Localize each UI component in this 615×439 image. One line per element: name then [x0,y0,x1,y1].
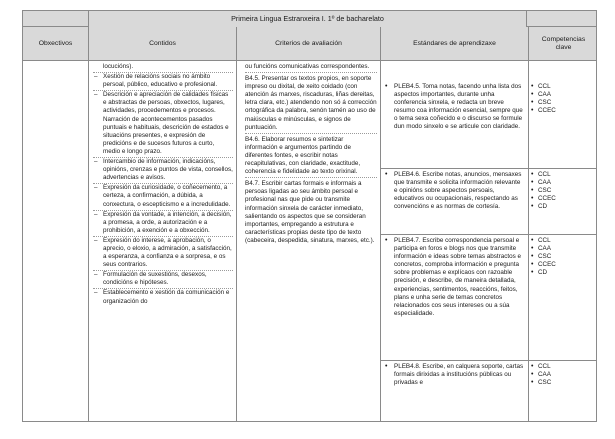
content-item: – Xestión de relacións sociais no ámbito persoal, público, educativo e profesional. [93,73,233,91]
bullet-icon: • [385,171,388,178]
col-header-objectives: Obxectivos [23,27,89,61]
col-header-competences: Competencias clave [529,27,597,61]
header-blank-left [23,11,89,27]
content-item: – Expresión da vontade, a intención, a decisión, a promesa, a orde, a autorización e a prohibición, a exención e a obxección. [93,211,233,237]
criteria-cell [237,61,381,421]
competence-group: • CCL • CAA • CSC [529,361,597,422]
col-header-standards: Estándares de aprendizaxe [381,27,529,61]
contents-intro: locucións). [93,63,233,73]
header-blank-right [526,11,596,27]
content-item: – Intercambio de información, indicacións, opinións, crenzas e puntos de vista, consellos, advertencias e avisos. [93,158,233,184]
standard-item: • PLEB4.7. Escribe correspondencia persoal e participa en foros e blogs nos que transmite información e ideas sobre temas abstractos e concretos, comproba información e pregunta sobre problemas e explícaos con razoable precisión, e describe, de maneira detallada, experiencias, sentimentos, reaccións, feitos, plans e unha serie de temas concretos relacionados cos seus intereses ou a súa especialidade. [381,235,528,361]
standards-cell [381,61,529,421]
bullet-icon: • [385,83,388,90]
content-item: – Establecemento e xestión da comunicación e organización do [94,289,230,305]
table-title: Primeira Lingua Estranxeira I. 1º de bacharelato [89,11,526,28]
standard-item: • PLEB4.8. Escribe, en calquera soporte, cartas formais dirixidas a institucións públicas ou privadas e [385,363,524,387]
competence-group: • CCL • CAA • CSC • CCEC • CD [529,169,597,235]
content-item: – Descrición e apreciación de calidades físicas e abstractas de persoas, obxectos, lugares, actividades, procedementos e procesos. Narración de acontecementos pasados puntuais e habituais, descrición de estados e situacións presentes, e expresión de predicións e de sucesos futuros a curto, medio e longo prazo. [93,91,233,158]
curriculum-table [22,10,597,422]
content-item: – Expresión do interese, a aprobación, o aprecio, o eloxio, a admiración, a satisfacción, a esperanza, a confianza e a sorpresa, e os seus contrarios. [93,237,233,271]
contents-cell [89,61,237,421]
col-header-criteria: Criterios de avaliación [237,27,381,61]
standard-item: • PLEB4.5. Toma notas, facendo unha lista dos aspectos importantes, durante unha conferencia sinxela, e redacta un breve resumo coa información esencial, sempre que o tema sexa coñecido e o discurso se formule dun modo sinxelo e se articule con claridade. [381,61,528,169]
col-header-contents: Contidos [89,27,237,61]
criterion-item: B4.6. Elaborar resumos e sintetizar información e argumentos partindo de diferentes fontes, e escribir notas recapitulativas, con claridade, exactitude, coherencia e fidelidade ao texto orixinal. [245,136,377,178]
competence-group: • CCL • CAA • CSC • CCEC [529,61,597,169]
bullet-icon: • [385,237,388,244]
criterion-item: B4.7. Escribir cartas formais e informais a persoas ligadas ao seu ámbito persoal e profesional nas que pide ou transmite información sinxela de carácter inmediato, salientando os aspectos que se consideran importantes, empregando a estrutura e características propias deste tipo de texto (cabeceira, despedida, sinatura, marxes, etc.). [245,180,375,244]
content-item: – Formulación de suxestións, desexos, condicións e hipóteses. [93,271,233,289]
bullet-icon: • [385,363,388,370]
standard-item: • PLEB4.6. Escribe notas, anuncios, mensaxes que transmite e solicita información relevante e opinións sobre aspectos persoais, educativos ou ocupacionais, respectando as convencións e as normas de cortesía. [381,169,528,235]
objectives-cell [23,61,89,421]
criterion-item: B4.5. Presentar os textos propios, en soporte impreso ou dixital, de xeito coidado (con atención ás marxes, riscaduras, liñas dereitas, letra clara, etc.) atendendo non só á corrección ortográfica da palabra, senón tamén ao uso de maiúsculas e minúsculas, e signos de puntuación. [245,75,377,134]
criteria-intro: ou funcións comunicativas correspondentes. [245,63,377,73]
competences-cell [529,61,597,421]
content-item: – Expresión da curiosidade, o coñecemento, a certeza, a confirmación, a dúbida, a conxectura, o escepticismo e a incredulidade. [93,184,233,210]
competence-group: • CCL • CAA • CSC • CCEC • CD [529,235,597,361]
